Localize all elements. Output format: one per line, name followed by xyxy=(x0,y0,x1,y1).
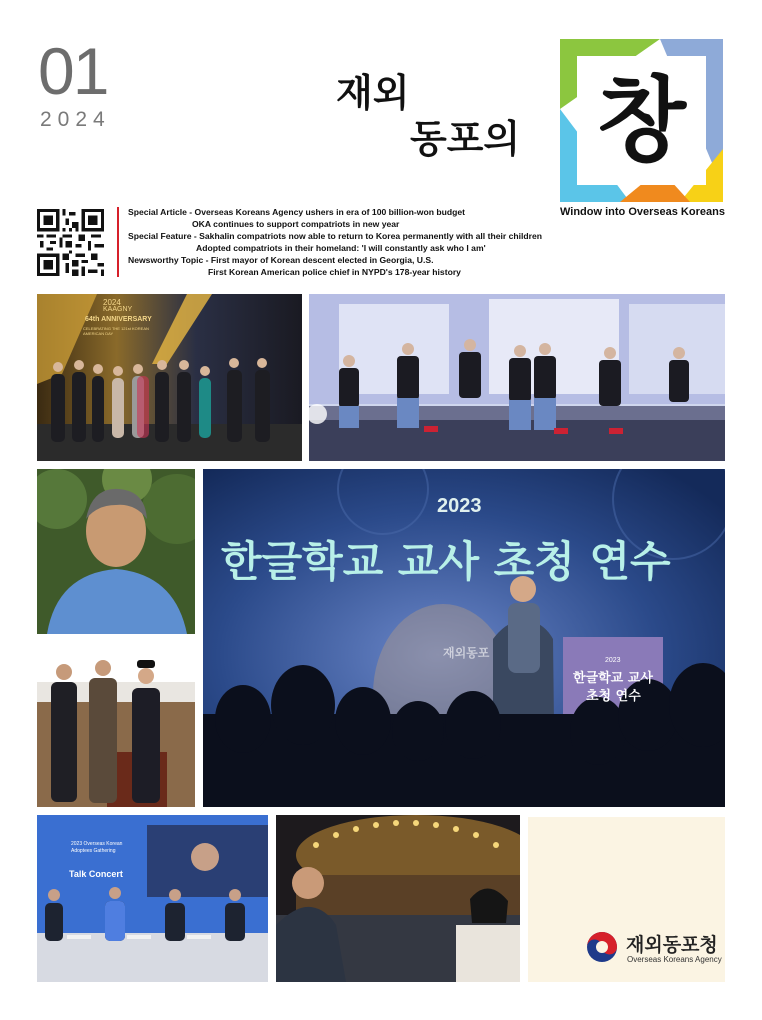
talk-banner-line3: Talk Concert xyxy=(69,869,123,879)
logo-character: 창 xyxy=(597,66,686,174)
issue-year: 2024 xyxy=(40,108,111,131)
portrait-photo xyxy=(37,469,195,634)
contents-item[interactable]: OKA continues to support compatriots in new year xyxy=(192,219,400,230)
contents-item[interactable]: Special Feature - Sakhalin compatriots now able to return to Korea permanently with all their children xyxy=(128,231,543,242)
podium-line2: 한글학교 교사 xyxy=(573,671,653,686)
workshop-year: 2023 xyxy=(437,495,482,517)
carousel-scene-photo xyxy=(276,815,520,982)
contents-item[interactable]: Special Article - Overseas Koreans Agency ushers in era of 100 billion-won budget xyxy=(128,207,466,217)
talk-banner-line2: Adoptees Gathering xyxy=(71,848,116,854)
gala-banner-anniversary: 64th ANNIVERSARY xyxy=(85,316,152,323)
workshop-headline: 한글학교 교사 초청 연수 xyxy=(221,537,671,586)
teacher-workshop-photo xyxy=(203,469,725,807)
masthead-title-line2: 동포의 xyxy=(410,117,521,161)
masthead-title-line1: 재외 xyxy=(336,71,410,115)
qr-code-icon[interactable] xyxy=(37,209,104,276)
contents-item[interactable]: First Korean American police chief in NYPD's 178-year history xyxy=(208,267,461,278)
stage-performance-photo xyxy=(309,294,725,461)
taegeuk-emblem-icon xyxy=(586,931,618,963)
talk-concert-photo xyxy=(37,815,268,982)
logo-caption: Window into Overseas Koreans xyxy=(560,206,725,218)
podium-line3: 초청 연수 xyxy=(586,689,641,704)
talk-banner-line1: 2023 Overseas Korean xyxy=(71,841,123,847)
masthead-logo xyxy=(560,39,723,202)
gala-banner-org: KAAGNY xyxy=(103,306,133,313)
contents-item[interactable]: Newsworthy Topic - First mayor of Korean descent elected in Georgia, U.S. xyxy=(128,255,434,266)
gala-photo xyxy=(37,294,302,461)
police-ceremony-photo xyxy=(37,642,195,807)
workshop-backdrop-text: 재외동포 xyxy=(443,646,490,660)
gala-banner-year: 2024 xyxy=(103,298,121,307)
podium-year: 2023 xyxy=(605,657,621,664)
contents-list xyxy=(128,206,542,279)
agency-name-english: Overseas Koreans Agency xyxy=(627,955,722,964)
contents-item[interactable]: Adopted compatriots in their homeland: 'I will constantly ask who I am' xyxy=(196,243,486,254)
gala-banner-line: CELEBRATING THE 121st KOREAN AMERICAN DAY xyxy=(83,326,149,336)
issue-number: 01 xyxy=(38,34,108,108)
agency-name-korean: 재외동포청 xyxy=(626,934,718,956)
agency-logo-block xyxy=(528,817,725,982)
contents-divider xyxy=(117,207,119,277)
